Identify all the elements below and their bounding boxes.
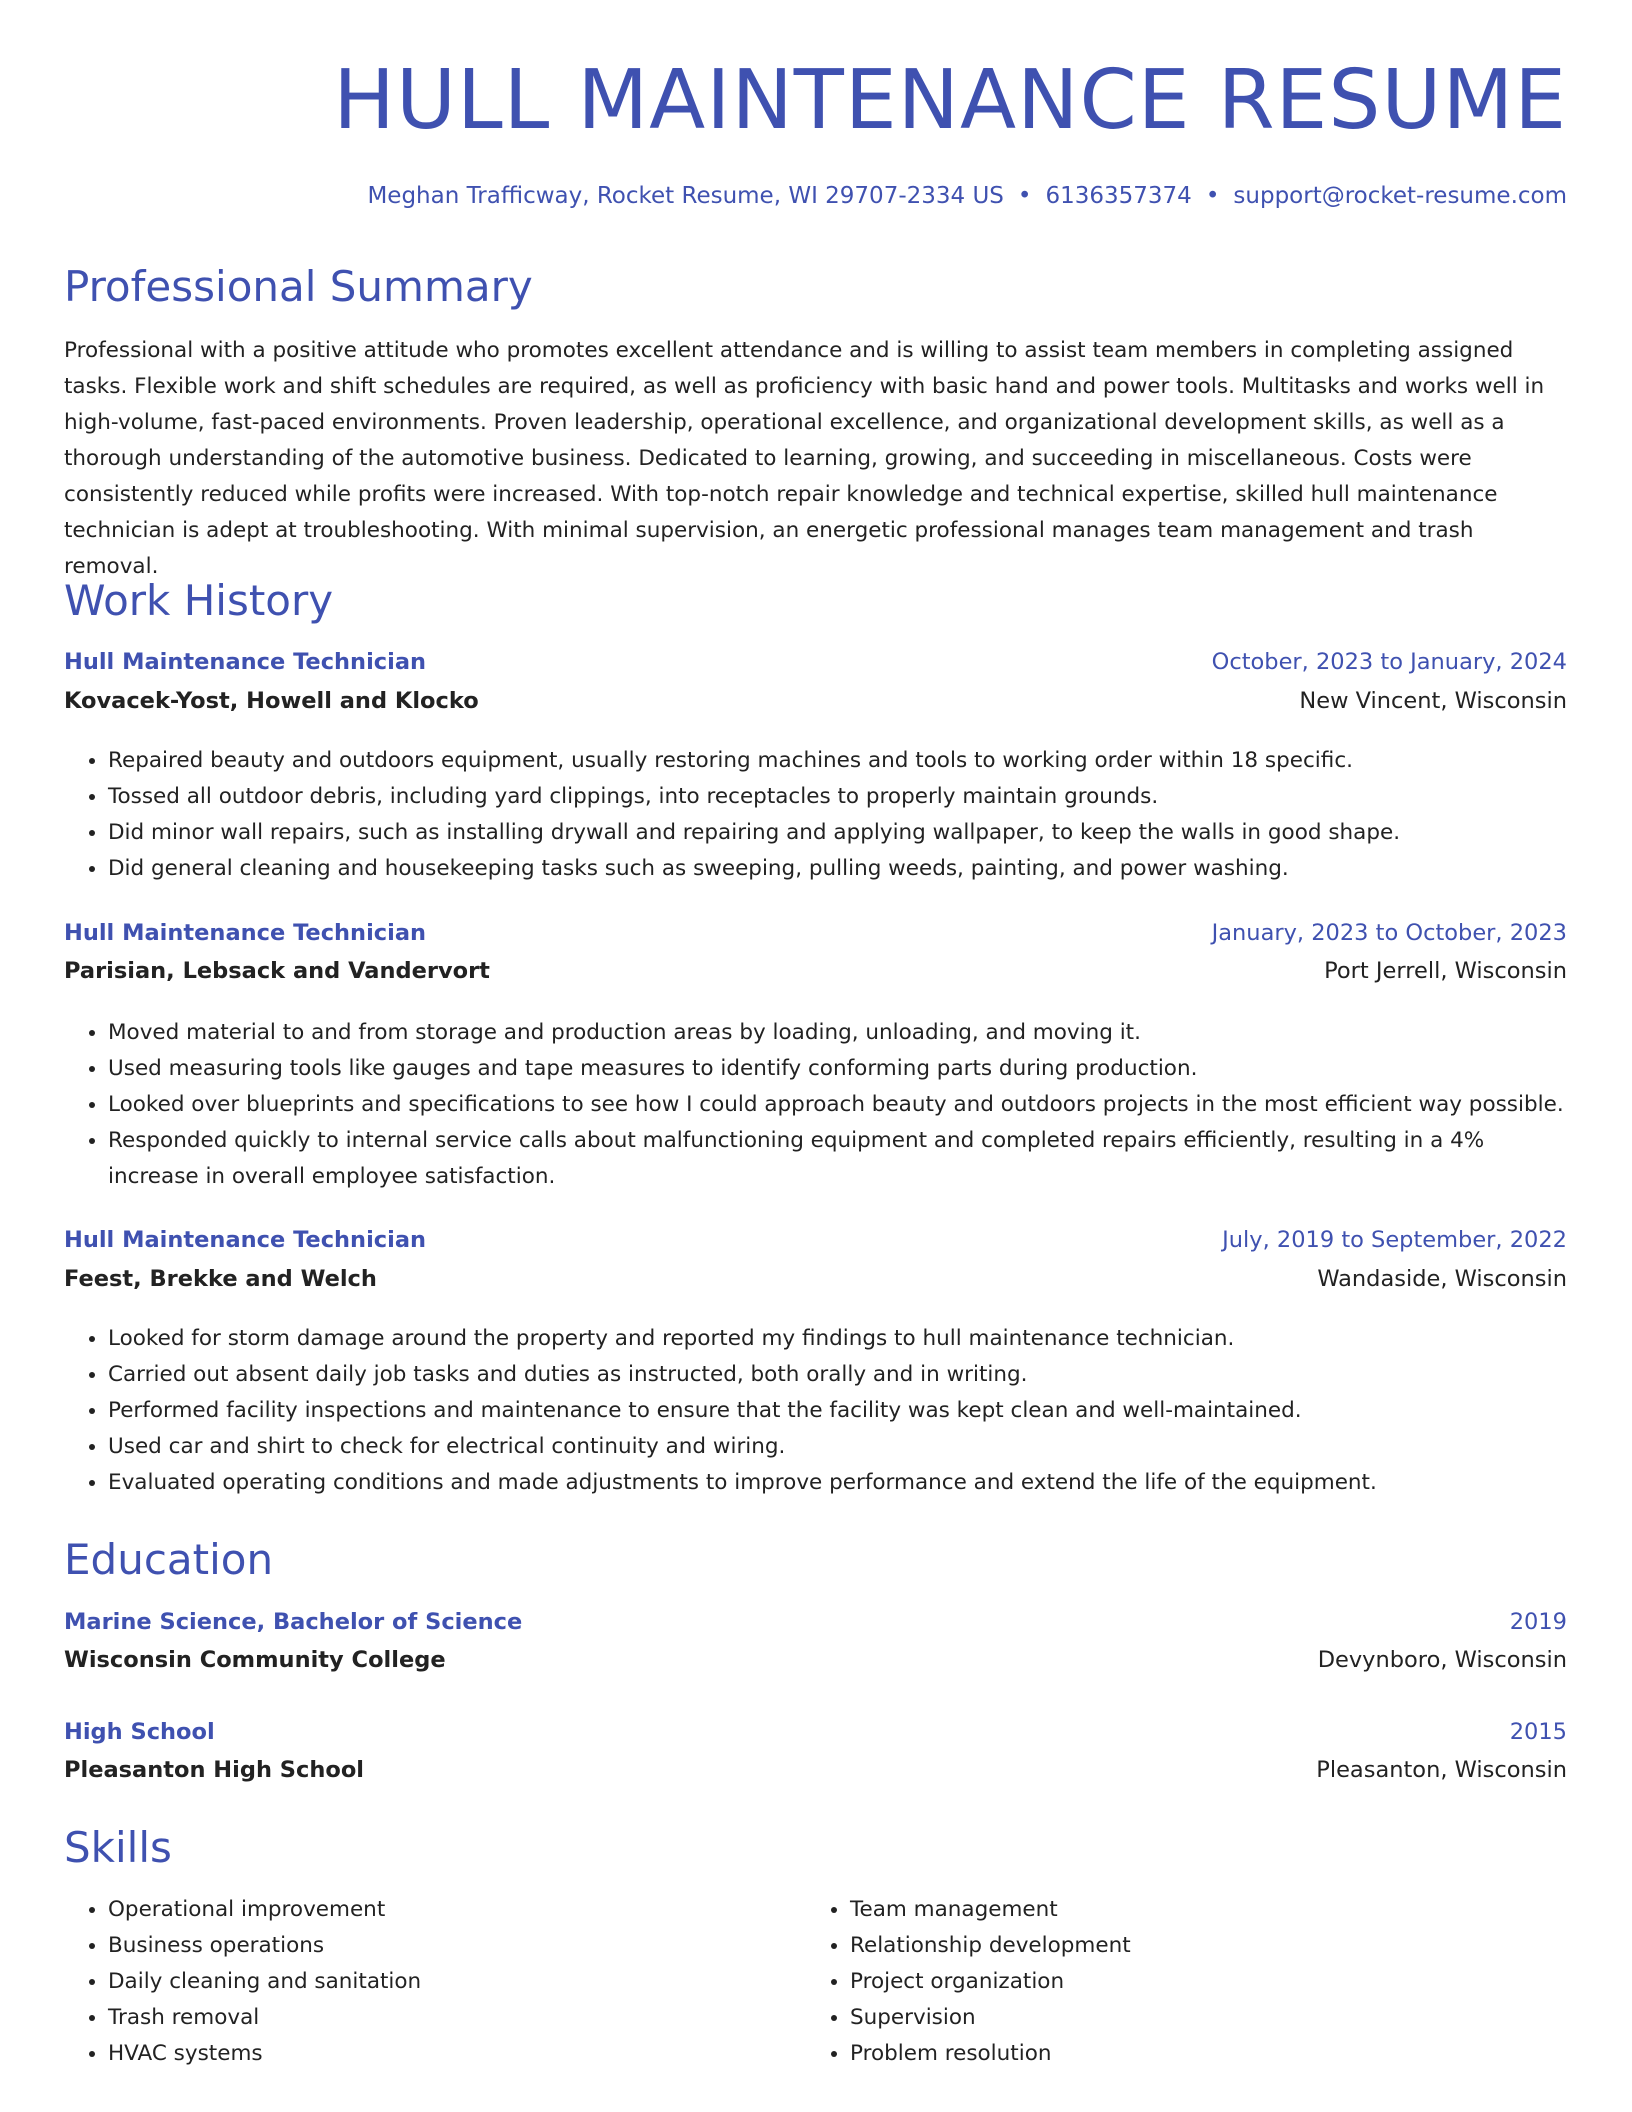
job-dates: October, 2023 to January, 2024 [1211, 649, 1567, 675]
skill-item: • Trash removal [108, 2000, 421, 2036]
job-bullets [64, 743, 1567, 887]
list-item: • Responded quickly to internal service calls about malfunctioning equipment and completed repairs efficiently, resulting in a 4% increase in overall employee satisfaction. [108, 1123, 1567, 1195]
job-bullets [64, 1321, 1567, 1501]
education-school-row [64, 1755, 1567, 1785]
education-year: 2015 [1509, 1719, 1567, 1745]
skill-item: • Supervision [850, 2000, 1131, 2036]
resume-title: HULL MAINTENANCE RESUME [333, 53, 1567, 148]
contact-email[interactable]: support@rocket-resume.com [1233, 183, 1567, 209]
education-year: 2019 [1509, 1609, 1567, 1635]
education-header [64, 1607, 1567, 1637]
list-item: • Performed facility inspections and maintenance to ensure that the facility was kept clean and well-maintained. [108, 1393, 1567, 1429]
job-header [64, 647, 1567, 677]
list-item: • Carried out absent daily job tasks and duties as instructed, both orally and in writing. [108, 1357, 1567, 1393]
job-header [64, 1225, 1567, 1255]
contact-separator: • [1205, 183, 1220, 209]
skill-item: • Team management [850, 1892, 1131, 1928]
skill-item: • Project organization [850, 1964, 1131, 2000]
job-header [64, 918, 1567, 948]
education-degree: High School [64, 1719, 215, 1745]
skills-list-left [64, 1892, 421, 2072]
skill-item: • Operational improvement [108, 1892, 421, 1928]
job-bullets [64, 1015, 1567, 1195]
skill-item: • HVAC systems [108, 2036, 421, 2072]
education-school: Pleasanton High School [64, 1757, 364, 1783]
education-heading: Education [64, 1535, 274, 1584]
education-school-row [64, 1645, 1567, 1675]
contact-line [367, 183, 1567, 209]
education-header [64, 1717, 1567, 1747]
skills-list-right [806, 1892, 1131, 2072]
job-role: Hull Maintenance Technician [64, 1227, 427, 1253]
contact-separator: • [1017, 183, 1032, 209]
job-role: Hull Maintenance Technician [64, 920, 427, 946]
work-history-heading: Work History [64, 576, 334, 625]
education-degree: Marine Science, Bachelor of Science [64, 1609, 523, 1635]
summary-text: Professional with a positive attitude who promotes excellent attendance and is willing to assist team members in completing assigned tasks. Flexible work and shift schedules are required, as well as proficiency with basic hand and power tools. Multitasks and works well in high-volume, fast-paced environments. Proven leadership, operational excellence, and organizational development skills, as well as a thorough understanding of the automotive business. Dedicated to learning, growing, and succeeding in miscellaneous. Costs were consistently reduced while profits were increased. With top-notch repair knowledge and technical expertise, skilled hull maintenance technician is adept at troubleshooting. With minimal supervision, an energetic professional manages team management and trash removal. [64, 338, 1545, 579]
skill-item: • Problem resolution [850, 2036, 1131, 2072]
list-item: • Did minor wall repairs, such as installing drywall and repairing and applying wallpaper, to keep the walls in good shape. [108, 815, 1567, 851]
list-item: • Evaluated operating conditions and made adjustments to improve performance and extend the life of the equipment. [108, 1465, 1567, 1501]
skills-heading: Skills [64, 1823, 172, 1872]
list-item: • Looked over blueprints and specifications to see how I could approach beauty and outdoors projects in the most efficient way possible. [108, 1087, 1567, 1123]
job-dates: July, 2019 to September, 2022 [1222, 1227, 1567, 1253]
education-school: Wisconsin Community College [64, 1647, 446, 1673]
education-location: Devynboro, Wisconsin [1317, 1647, 1567, 1673]
education-location: Pleasanton, Wisconsin [1316, 1757, 1567, 1783]
job-location: Port Jerrell, Wisconsin [1324, 958, 1567, 984]
job-company-row [64, 1264, 1567, 1294]
list-item: • Tossed all outdoor debris, including yard clippings, into receptacles to properly maintain grounds. [108, 779, 1567, 815]
list-item: • Repaired beauty and outdoors equipment, usually restoring machines and tools to working order within 18 specific. [108, 743, 1567, 779]
job-dates: January, 2023 to October, 2023 [1211, 920, 1567, 946]
skill-item: • Business operations [108, 1928, 421, 1964]
contact-address: Meghan Trafficway, Rocket Resume, WI 29707-2334 US [367, 183, 1004, 209]
job-company-row [64, 686, 1567, 716]
list-item: • Used measuring tools like gauges and tape measures to identify conforming parts during production. [108, 1051, 1567, 1087]
job-company: Feest, Brekke and Welch [64, 1266, 377, 1292]
job-location: Wandaside, Wisconsin [1317, 1266, 1567, 1292]
skill-item: • Relationship development [850, 1928, 1131, 1964]
list-item: • Looked for storm damage around the property and reported my findings to hull maintenance technician. [108, 1321, 1567, 1357]
list-item: • Did general cleaning and housekeeping tasks such as sweeping, pulling weeds, painting, and power washing. [108, 851, 1567, 887]
job-company-row [64, 956, 1567, 986]
job-company: Parisian, Lebsack and Vandervort [64, 958, 490, 984]
job-role: Hull Maintenance Technician [64, 649, 427, 675]
skill-item: • Daily cleaning and sanitation [108, 1964, 421, 2000]
job-location: New Vincent, Wisconsin [1299, 688, 1567, 714]
job-company: Kovacek-Yost, Howell and Klocko [64, 688, 479, 714]
list-item: • Moved material to and from storage and production areas by loading, unloading, and moving it. [108, 1015, 1567, 1051]
contact-phone: 6136357374 [1045, 183, 1192, 209]
list-item: • Used car and shirt to check for electrical continuity and wiring. [108, 1429, 1567, 1465]
summary-heading: Professional Summary [64, 262, 533, 311]
